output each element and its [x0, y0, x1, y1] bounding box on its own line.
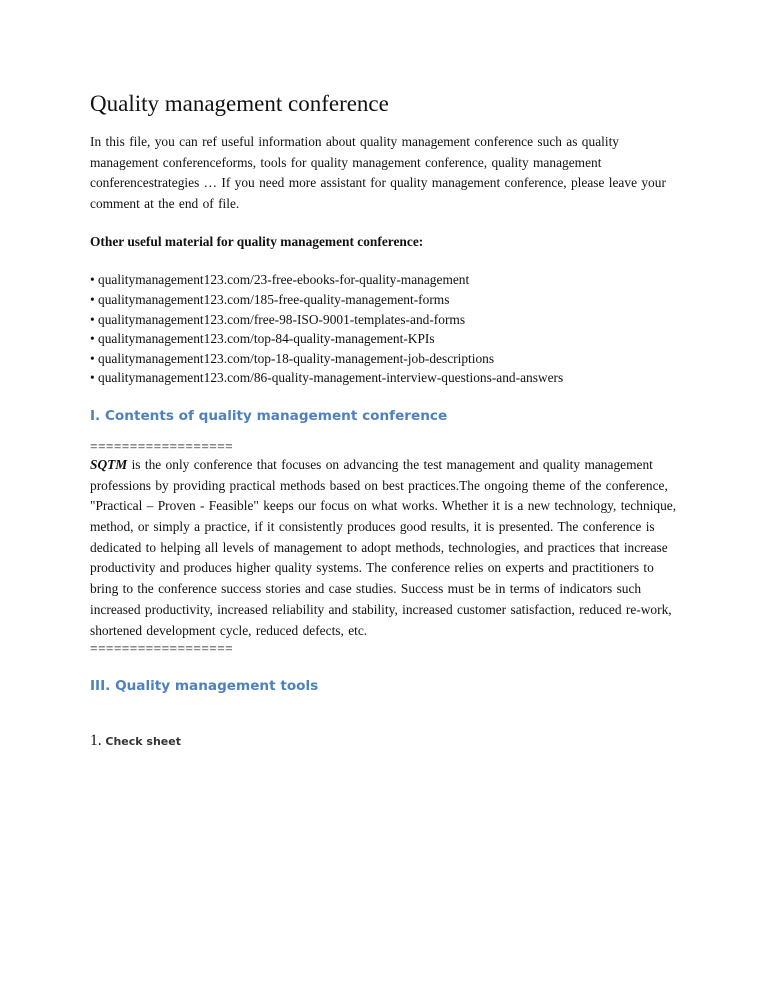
separator-line-top: ================== [90, 438, 234, 454]
section-body-text: is the only conference that focuses on advancing the test management and quality management professions by providing practical methods based on best practices.The ongoing theme of the conference, "Practical – Proven - Feasible" keeps our focus on what works. Whether it is a new technology, technique, method, or simply a practice, if it consistently produces good results, it is presented. The conference is dedicated to helping all levels of management to adopt methods, technologies, and practices that increase productivity and produces higher quality systems. The conference relies on experts and practitioners to bring to the conference success stories and case studies. Success must be in terms of indicators such increased productivity, increased reliability and stability, increased customer satisfaction, reduced re-work, shortened development cycle, reduced defects, etc. [90, 456, 677, 638]
item-label: Check sheet [105, 735, 181, 749]
resource-link[interactable]: • qualitymanagement123.com/top-18-quality-management-job-descriptions [90, 350, 495, 366]
separator-line-bottom: ================== [90, 641, 234, 657]
resource-link[interactable]: • qualitymanagement123.com/86-quality-management-interview-questions-and-answers [90, 370, 564, 386]
section-body [90, 455, 680, 641]
resource-link[interactable]: • qualitymanagement123.com/top-84-quality-management-KPIs [90, 331, 435, 347]
numbered-item-check-sheet [90, 731, 680, 752]
sqtm-label: SQTM [90, 456, 128, 472]
resource-link[interactable]: • qualitymanagement123.com/23-free-ebooks-for-quality-management [90, 272, 470, 288]
other-material-heading: Other useful material for quality management conference: [90, 234, 424, 250]
resource-link[interactable]: • qualitymanagement123.com/185-free-quality-management-forms [90, 291, 450, 307]
section-heading-contents: I. Contents of quality management conference [90, 407, 448, 424]
document-title: Quality management conference [90, 91, 389, 116]
resource-link[interactable]: • qualitymanagement123.com/free-98-ISO-9001-templates-and-forms [90, 311, 466, 327]
section-heading-tools: III. Quality management tools [90, 678, 319, 695]
resource-link-list [90, 270, 680, 388]
item-number: 1. [90, 732, 102, 750]
document-content [90, 88, 680, 752]
intro-paragraph: In this file, you can ref useful information about quality management conference such as quality management conferenceforms, tools for quality management conference, quality management conferencestrategies … If you need more assistant for quality management conference, please leave your comment at the end of file. [90, 134, 666, 211]
